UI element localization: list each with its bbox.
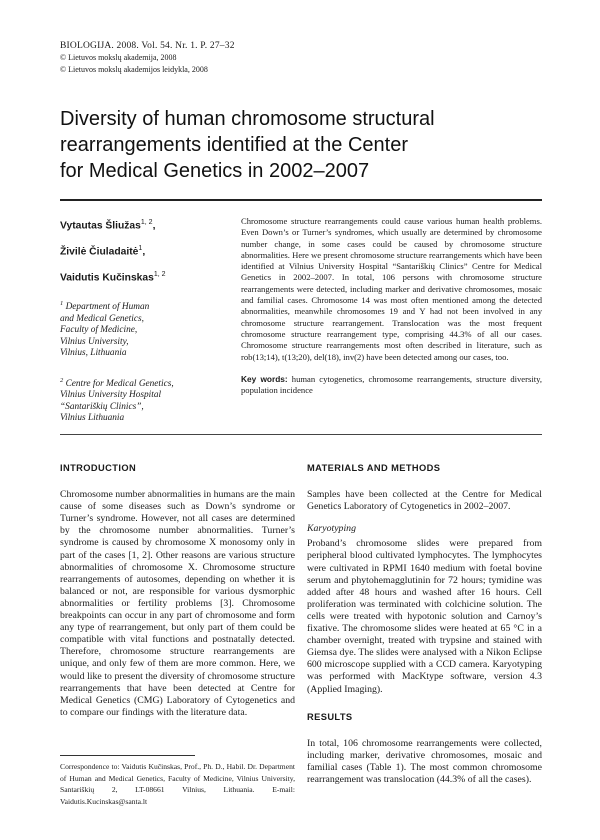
- footnote-divider: [60, 755, 195, 756]
- introduction-text: Chromosome number abnormalities in humans are the main cause of some diseases such as Down’s syndrome or Turner’s syndrome. However, not all cases are determined by the chromosome number abnormalities. Turner’s syndrome is caused by chromosome X monosomy only in part of the cases [1, 2]. Other reasons are various structure abnormalities of chromosome X. Chromosome structure rearrangements of autosomes, depending on whether it is balanced or not, are responsible for various dysmorphic abnormalities or fertility problems [3]. Chromosome breakpoints can occur in any part of chromosome and form any type of rearrangement, but only part of them could be compatible with vital functions and postnatally detected. Therefore, chromosome structure rearrangements are unique, and only few of them are more common. Here, we would like to present the diversity of chromosome structure rearrangements that have been detected at Centre for Medical Genetics (CMG) Laboratory of Cytogenetics and to compare our findings with the literature data.: [60, 489, 295, 718]
- affiliation-1: $^1$ Department of Human and Medical Genetics, Faculty of Medicine, Vilnius University, Vilnius, Lithuania: [60, 300, 150, 359]
- abstract-text: Chromosome structure rearrangements could cause various human health problems. Even Down’s or Turner’s syndromes, which usually are determined by chromosome number change, in some cases could be caused by chromosome structure abnormalities. Here we present chromosome structure rearrangements which have been identified at Vilnius University Hospital “Santariškių Clinics” Centre for Medical Genetics in 2002–2007. In total, 106 persons with chromosome structure rearrangements were detected, including marker and derivative chromosomes, mosaic and familial cases. Chromosome 14 was most often mentioned among the detected abnormalities, meanwhile chromosomes 19 and Y had not been involved in any chromosome structure rearrangement. Translocation was the most frequent chromosome structure rearrangement type, comprising 44.3% of all our cases. Chromosome structure rearrangements most often described in literature, such as rob(13;14), t(13;20), del(18), inv(2) have been detected among our cases, too.: [241, 216, 542, 362]
- abstract-divider: [60, 434, 542, 435]
- keywords-list: human cytogenetics, chromosome rearrangements, structure diversity, population incidence: [241, 373, 542, 396]
- methods-intro: Samples have been collected at the Centre for Medical Genetics Laboratory of Cytogenetics in 2002–2007.: [307, 489, 542, 513]
- karyotyping-heading: Karyotyping: [307, 523, 356, 535]
- author-block: [60, 216, 225, 425]
- keywords-label: Key words:: [241, 373, 288, 384]
- introduction-heading: INTRODUCTION: [60, 463, 137, 473]
- copyright-line-1: © Lietuvos mokslų akademija, 2008: [60, 53, 177, 63]
- journal-header: [60, 41, 235, 75]
- results-heading: RESULTS: [307, 711, 353, 722]
- title-divider: [60, 199, 542, 201]
- right-column: [307, 462, 542, 786]
- author-3: Vaidutis Kučinskas$^{1, 2}$: [60, 271, 166, 284]
- affiliation-2: $^2$ Centre for Medical Genetics, Vilnius University Hospital “Santariškių Clinics”, Vilnius Lithuania: [60, 376, 174, 424]
- methods-heading: MATERIALS AND METHODS: [307, 463, 441, 473]
- journal-citation: BIOLOGIJA. 2008. Vol. 54. Nr. 1. P. 27–32: [60, 41, 235, 51]
- author-2: Živilė Čiuladaitė$^1$,: [60, 245, 146, 258]
- author-1: Vytautas Šliužas$^{1, 2}$,: [60, 219, 156, 232]
- karyotyping-text: Proband’s chromosome slides were prepared from peripheral blood cultivated lymphocytes. The lymphocytes were cultivated in RPMI 1640 medium with foetal bovine serum and phytohemagglutinin for 72 hours; tymidine was added after 48 hours and washed after 16 hours. Cell proliferation was terminated with colchicine solution. The cells were treated with hypotonic solution and Carnoy’s fixative. The chromosome slides were heated at 65 °C in a chamber overnight, treated with trypsine and stained with Giemsa dye. The slides were analysed with a Nikon Eclipse 600 microscope supplied with a CCD camera. Karyotyping was performed with MacKtype software, version 4.3 (Applied Imaging).: [307, 538, 542, 695]
- correspondence-footnote: Correspondence to: Vaidutis Kučinskas, Prof., Ph. D., Habil. Dr. Department of Human and Medical Genetics, Faculty of Medicine, Vilnius University, Santariškių 2, LT-08661 Vilnius, Lithuania. E-mail: Vaidutis.Kucinskas@santa.lt: [60, 762, 295, 806]
- left-column: [60, 462, 295, 719]
- paper-title: [60, 106, 480, 184]
- results-text: In total, 106 chromosome rearrangements were collected, including marker, derivative chromosomes, mosaic and familial cases (Table 1). The most common chromosome rearrangement was translocation (44.3% of all the cases).: [307, 737, 542, 785]
- copyright-line-2: © Lietuvos mokslų akademijos leidykla, 2008: [60, 64, 208, 74]
- keywords: [241, 374, 542, 397]
- title-line-1: Diversity of human chromosome structural: [60, 108, 435, 130]
- abstract: [241, 216, 542, 396]
- title-line-2: rearrangements identified at the Center: [60, 134, 408, 156]
- title-line-3: for Medical Genetics in 2002–2007: [60, 160, 370, 182]
